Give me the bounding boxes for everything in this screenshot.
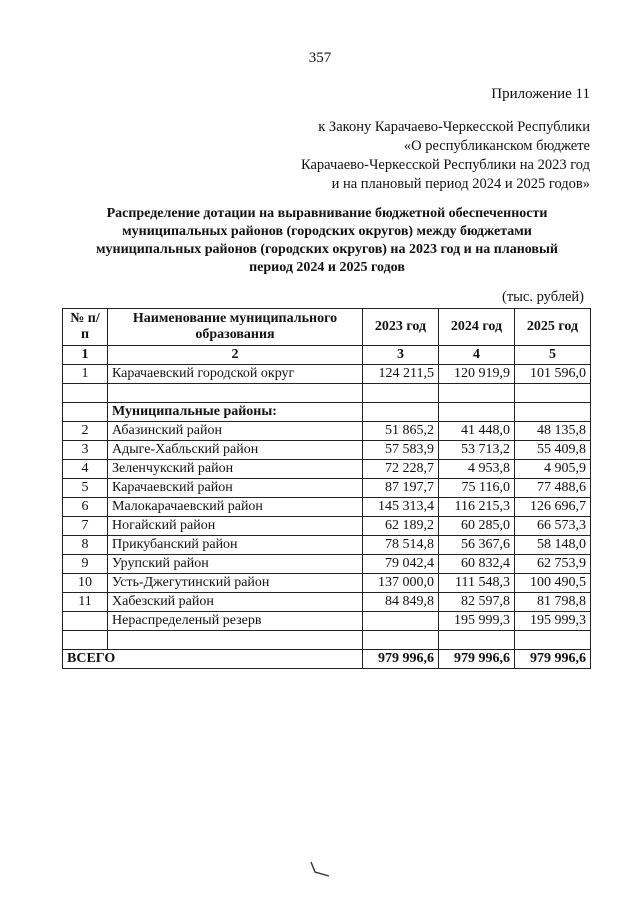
row-2024: 82 597,8 xyxy=(439,593,515,612)
row-name: Адыге-Хабльский район xyxy=(108,441,363,460)
col-index: 3 xyxy=(363,346,439,365)
col-header-num: № п/п xyxy=(63,309,108,346)
table-row xyxy=(63,460,591,479)
row-2025: 100 490,5 xyxy=(515,574,591,593)
row-num: 11 xyxy=(63,593,108,612)
districts-label: Муниципальные районы: xyxy=(108,403,363,422)
col-index: 2 xyxy=(108,346,363,365)
row-2025: 81 798,8 xyxy=(515,593,591,612)
row-2024: 116 215,3 xyxy=(439,498,515,517)
row-2023: 72 228,7 xyxy=(363,460,439,479)
row-2025: 66 573,3 xyxy=(515,517,591,536)
row-2025: 77 488,6 xyxy=(515,479,591,498)
row-name: Карачаевский городской округ xyxy=(108,365,363,384)
row-name: Прикубанский район xyxy=(108,536,363,555)
row-2023: 79 042,4 xyxy=(363,555,439,574)
row-2024: 60 832,4 xyxy=(439,555,515,574)
col-header-2025: 2025 год xyxy=(515,309,591,346)
row-2024: 4 953,8 xyxy=(439,460,515,479)
row-2023: 137 000,0 xyxy=(363,574,439,593)
table-row xyxy=(63,422,591,441)
empty-row xyxy=(63,631,591,650)
col-index: 5 xyxy=(515,346,591,365)
total-2024: 979 996,6 xyxy=(439,650,515,669)
row-2024: 120 919,9 xyxy=(439,365,515,384)
document-heading xyxy=(62,205,592,277)
col-header-name: Наименование муниципального образования xyxy=(108,309,363,346)
row-2024: 53 713,2 xyxy=(439,441,515,460)
row-num: 3 xyxy=(63,441,108,460)
row-name: Урупский район xyxy=(108,555,363,574)
row-2024: 195 999,3 xyxy=(439,612,515,631)
row-2023: 87 197,7 xyxy=(363,479,439,498)
col-header-2023: 2023 год xyxy=(363,309,439,346)
total-2023: 979 996,6 xyxy=(363,650,439,669)
row-num: 4 xyxy=(63,460,108,479)
row-2023: 78 514,8 xyxy=(363,536,439,555)
col-header-2024: 2024 год xyxy=(439,309,515,346)
row-name: Абазинский район xyxy=(108,422,363,441)
row-2025: 101 596,0 xyxy=(515,365,591,384)
row-2025: 58 148,0 xyxy=(515,536,591,555)
row-2023: 124 211,5 xyxy=(363,365,439,384)
total-2025: 979 996,6 xyxy=(515,650,591,669)
table-row xyxy=(63,555,591,574)
row-num: 10 xyxy=(63,574,108,593)
page-number: 357 xyxy=(308,50,332,66)
total-row xyxy=(63,650,591,669)
row-name: Карачаевский район xyxy=(108,479,363,498)
row-name: Усть-Джегутинский район xyxy=(108,574,363,593)
row-2024: 111 548,3 xyxy=(439,574,515,593)
law-reference xyxy=(301,118,590,194)
section-row xyxy=(63,403,591,422)
row-num: 5 xyxy=(63,479,108,498)
row-name: Малокарачаевский район xyxy=(108,498,363,517)
row-2024: 60 285,0 xyxy=(439,517,515,536)
row-2025: 48 135,8 xyxy=(515,422,591,441)
col-index: 4 xyxy=(439,346,515,365)
row-num: 9 xyxy=(63,555,108,574)
row-2025: 195 999,3 xyxy=(515,612,591,631)
heading-line: муниципальных районов (городских округов) на 2023 год и на плановый xyxy=(96,242,558,257)
row-2024: 41 448,0 xyxy=(439,422,515,441)
law-line: к Закону Карачаево-Черкесской Республики xyxy=(318,119,590,135)
row-name: Нераспределеный резерв xyxy=(108,612,363,631)
table-row xyxy=(63,536,591,555)
row-2023: 57 583,9 xyxy=(363,441,439,460)
table-row xyxy=(63,574,591,593)
heading-line: Распределение дотации на выравнивание бюджетной обеспеченности xyxy=(106,206,548,221)
table-row xyxy=(63,517,591,536)
row-2025: 4 905,9 xyxy=(515,460,591,479)
column-index-row xyxy=(63,346,591,365)
row-2023: 84 849,8 xyxy=(363,593,439,612)
pen-stroke-mark xyxy=(309,860,331,878)
table-row xyxy=(63,479,591,498)
row-2023 xyxy=(363,612,439,631)
row-num: 1 xyxy=(63,365,108,384)
row-num: 8 xyxy=(63,536,108,555)
row-2025: 55 409,8 xyxy=(515,441,591,460)
total-label: ВСЕГО xyxy=(63,650,363,669)
row-2024: 56 367,6 xyxy=(439,536,515,555)
row-name: Хабезский район xyxy=(108,593,363,612)
row-2025: 62 753,9 xyxy=(515,555,591,574)
subsidy-table xyxy=(62,308,591,669)
row-num: 6 xyxy=(63,498,108,517)
col-index: 1 xyxy=(63,346,108,365)
table-row xyxy=(63,441,591,460)
law-line: «О республиканском бюджете xyxy=(403,138,590,154)
row-name: Зеленчукский район xyxy=(108,460,363,479)
row-name: Ногайский район xyxy=(108,517,363,536)
units-label: (тыс. рублей) xyxy=(502,289,584,305)
heading-line: период 2024 и 2025 годов xyxy=(249,260,405,275)
appendix-label: Приложение 11 xyxy=(491,86,590,102)
table-row xyxy=(63,593,591,612)
law-line: и на плановый период 2024 и 2025 годов» xyxy=(331,176,590,192)
table-header-row xyxy=(63,309,591,346)
row-num: 2 xyxy=(63,422,108,441)
heading-line: муниципальных районов (городских округов) между бюджетами xyxy=(122,224,532,239)
row-2025: 126 696,7 xyxy=(515,498,591,517)
table-row xyxy=(63,498,591,517)
row-2023: 145 313,4 xyxy=(363,498,439,517)
reserve-row xyxy=(63,612,591,631)
empty-row xyxy=(63,384,591,403)
row-2023: 51 865,2 xyxy=(363,422,439,441)
row-2023: 62 189,2 xyxy=(363,517,439,536)
row-2024: 75 116,0 xyxy=(439,479,515,498)
table-row xyxy=(63,365,591,384)
row-num: 7 xyxy=(63,517,108,536)
law-line: Карачаево-Черкесской Республики на 2023 год xyxy=(300,157,590,173)
